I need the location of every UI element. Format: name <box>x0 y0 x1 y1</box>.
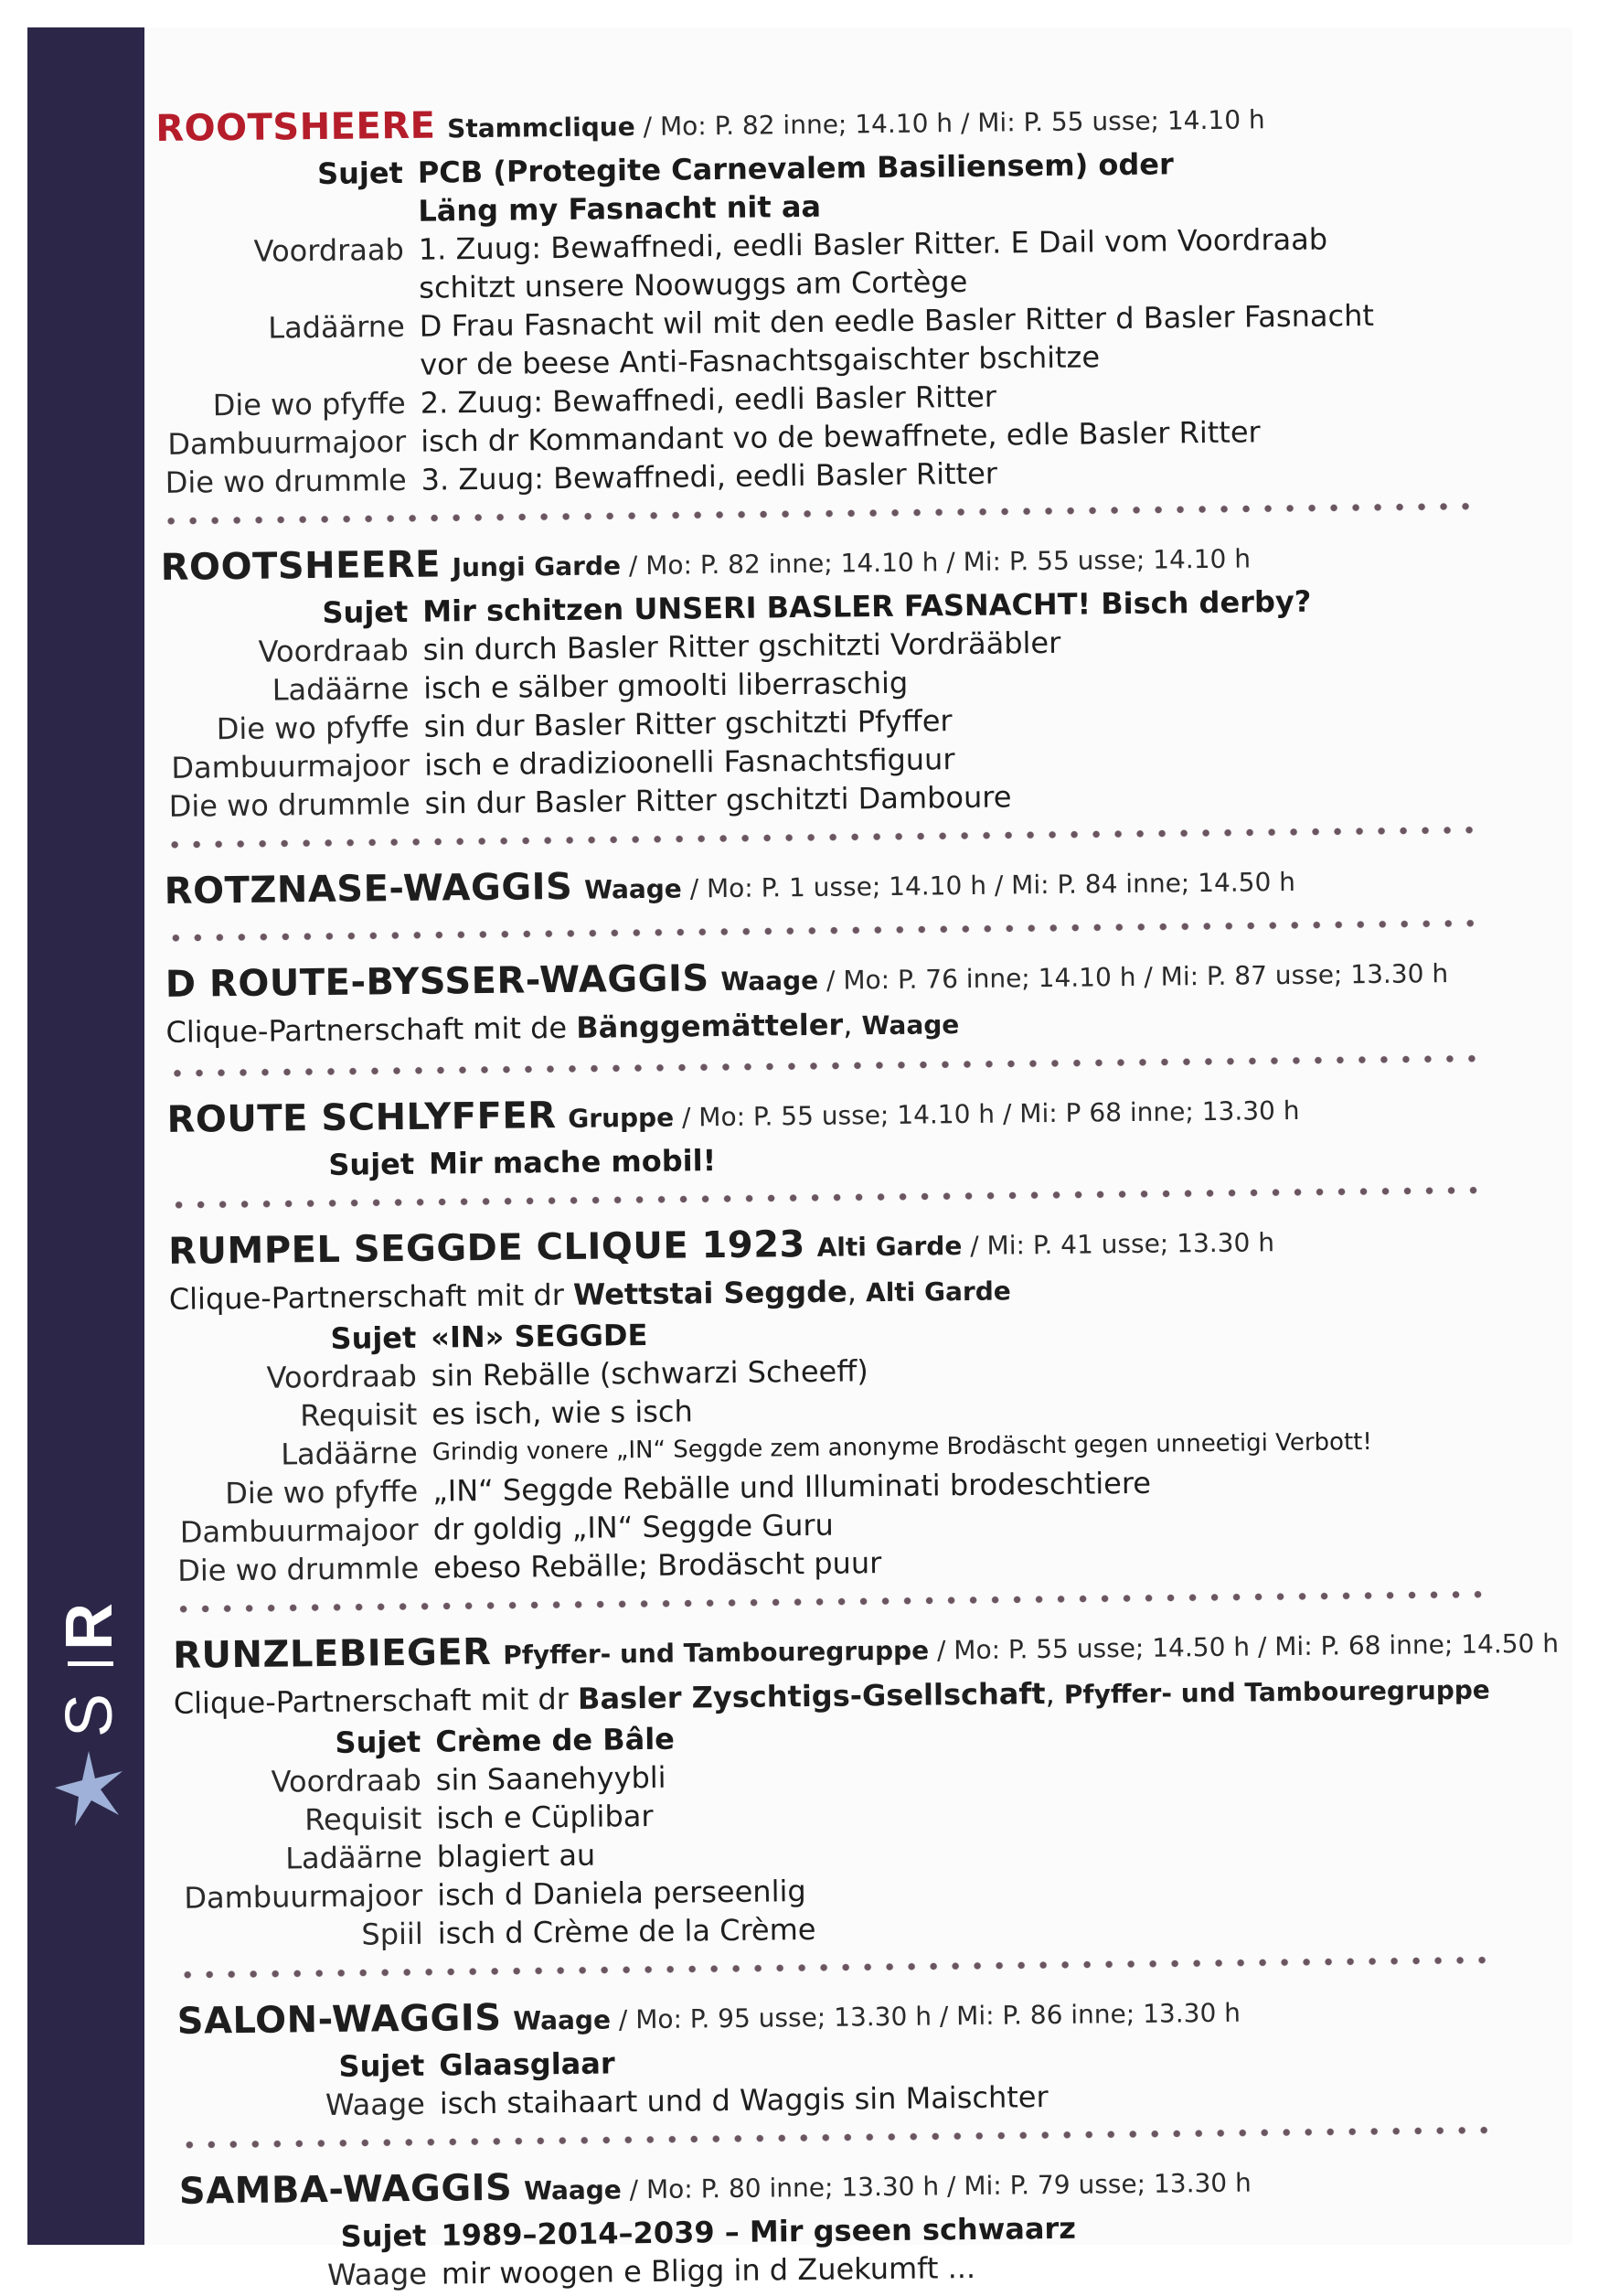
detail-value: isch e dradizioonelli Fasnachtsfiguur <box>423 742 955 783</box>
detail-label: Voordraab <box>266 1358 418 1395</box>
detail-label: Dambuurmajoor <box>179 1511 419 1550</box>
clique-name: ROOTSHEERE <box>155 104 436 150</box>
sidebar-letters-logo <box>48 1541 130 1842</box>
detail-label <box>158 346 420 387</box>
partner-name: Bänggemätteler <box>576 1007 844 1045</box>
clique-schedule: / Mo: P. 80 inne; 13.30 h / Mi: P. 79 usse; 13.30 h <box>621 2167 1252 2205</box>
detail-value: isch d Daniela perseenlig <box>437 1874 806 1913</box>
clique-name: SALON-WAGGIS <box>176 1996 502 2043</box>
partnership-prefix: Clique-Partnerschaft mit dr <box>173 1681 579 1721</box>
detail-label: Waage <box>326 2256 428 2293</box>
svg-text:R: R <box>53 1603 126 1650</box>
detail-label: Ladäärne <box>285 1839 422 1876</box>
detail-label: Die wo drummle <box>168 785 410 824</box>
clique-type: Jungi Garde <box>452 550 622 583</box>
detail-label: Ladäärne <box>272 670 410 708</box>
clique-entry <box>160 529 1488 826</box>
clique-name: ROOTSHEERE <box>160 543 442 589</box>
clique-name: RUMPEL SEGGDE CLIQUE 1923 <box>167 1223 806 1273</box>
dotted-divider <box>176 1954 1493 1981</box>
dotted-divider <box>160 500 1476 528</box>
detail-label: Ladäärne <box>268 308 405 346</box>
clique-type: Waage <box>513 2004 612 2036</box>
detail-value: sin durch Basler Ritter gschitzti Vordrääbler <box>422 625 1061 667</box>
dotted-divider <box>165 917 1481 945</box>
clique-type: Waage <box>583 873 682 905</box>
detail-label: Die wo drummle <box>165 462 407 500</box>
clique-entry <box>176 1982 1503 2125</box>
detail-label: Dambuurmajoor <box>184 1877 423 1916</box>
detail-value: sin dur Basler Ritter gschitzti Damboure <box>424 779 1012 821</box>
detail-value: 1989–2014–2039 – Mir gseen schwaarz <box>441 2210 1077 2253</box>
partnership-line: Clique-Partnerschaft mit dr Wettstai Seggde, Alti Garde <box>168 1274 1011 1317</box>
detail-label: Dambuurmajoor <box>167 423 407 462</box>
detail-label: Die wo pfyffe <box>225 1473 419 1511</box>
detail-value: Läng my Fasnacht nit aa <box>418 188 822 229</box>
detail-value: schitzt unsere Noowuggs am Cortège <box>419 263 968 305</box>
detail-label: Sujet <box>328 1146 415 1182</box>
dotted-divider <box>168 1184 1485 1212</box>
partnership-prefix: Clique-Partnerschaft mit de <box>165 1009 577 1050</box>
clique-schedule: / Mo: P. 55 usse; 14.10 h / Mi: P 68 inne; 13.30 h <box>673 1095 1300 1133</box>
clique-type: Stammclique <box>447 112 635 144</box>
detail-value: dr goldig „IN“ Seggde Guru <box>432 1507 835 1547</box>
clique-heading <box>164 852 1490 918</box>
detail-value: 3. Zuug: Bewaffnedi, eedli Basler Ritter <box>421 455 998 497</box>
clique-entry <box>172 1617 1560 1955</box>
clique-schedule: / Mo: P. 95 usse; 13.30 h / Mi: P. 86 inne; 13.30 h <box>610 1997 1241 2035</box>
detail-value: isch e Cüplibar <box>436 1798 654 1836</box>
detail-label: Sujet <box>330 1319 417 1356</box>
detail-label <box>157 269 419 310</box>
clique-name: RUNZLEBIEGER <box>172 1630 492 1677</box>
detail-label: Requisit <box>304 1800 422 1838</box>
dotted-divider <box>164 824 1480 851</box>
detail-label: Sujet <box>316 155 404 191</box>
detail-value: Mir schitzen UNSERI BASLER FASNACHT! Bisch derby? <box>422 583 1312 629</box>
detail-label: Ladäärne <box>281 1435 418 1472</box>
clique-schedule: / Mo: P. 82 inne; 14.10 h / Mi: P. 55 usse; 14.10 h <box>620 543 1252 582</box>
clique-entry <box>166 1081 1493 1185</box>
clique-schedule: / Mo: P. 76 inne; 14.10 h / Mi: P. 87 usse; 13.30 h <box>817 958 1449 996</box>
detail-value: es isch, wie s isch <box>431 1394 693 1432</box>
detail-label: Die wo pfyffe <box>212 385 406 423</box>
clique-entry <box>179 2152 1506 2295</box>
detail-label: Die wo drummle <box>176 1550 420 1588</box>
partner-type: Waage <box>861 1009 960 1041</box>
detail-value: Crème de Bâle <box>435 1721 676 1759</box>
clique-name: ROTZNASE-WAGGIS <box>164 865 573 913</box>
detail-value: ebeso Rebälle; Brodäscht puur <box>432 1545 882 1586</box>
clique-schedule: / Mo: P. 1 usse; 14.10 h / Mi: P. 84 inne; 14.50 h <box>681 866 1296 904</box>
detail-label: Spiil <box>361 1916 423 1952</box>
detail-label <box>156 192 418 233</box>
clique-type: Gruppe <box>568 1102 675 1134</box>
detail-label: Die wo pfyffe <box>216 709 410 747</box>
detail-label: Requisit <box>299 1396 418 1434</box>
detail-value: Glaasglaar <box>439 2045 615 2083</box>
detail-label: Voordraab <box>271 1762 422 1799</box>
detail-label: Sujet <box>338 2047 425 2084</box>
detail-label: Voordraab <box>258 632 409 669</box>
partnership-line: Clique-Partnerschaft mit dr Basler Zyschtigs-Gsellschaft, Pfyffer- und Tambouregruppe <box>173 1674 1490 1721</box>
detail-value: sin Rebälle (schwarzi Scheeff) <box>431 1353 868 1394</box>
partner-name: Wettstai Seggde <box>572 1274 847 1312</box>
detail-value: sin Saanehyybli <box>435 1759 666 1798</box>
detail-value: sin dur Basler Ritter gschitzti Pfyffer <box>423 703 953 744</box>
svg-text:S: S <box>53 1693 126 1737</box>
dotted-divider <box>173 1588 1489 1616</box>
detail-value: isch staihaart und d Waggis sin Maischter <box>439 2079 1049 2121</box>
clique-list <box>155 91 1560 2296</box>
detail-label: Dambuurmajoor <box>171 747 410 785</box>
dotted-divider <box>178 2124 1495 2152</box>
clique-entry <box>168 1212 1497 1589</box>
detail-value: „IN“ Seggde Rebälle und Illuminati brodeschtiere <box>431 1465 1152 1509</box>
partner-type: Pfyffer- und Tambouregruppe <box>1063 1674 1490 1710</box>
detail-value: vor de beese Anti-Fasnachtsgaischter bschitze <box>420 339 1101 382</box>
detail-value: blagiert au <box>436 1837 596 1874</box>
partnership-prefix: Clique-Partnerschaft mit dr <box>168 1276 574 1317</box>
detail-value: isch d Crème de la Crème <box>437 1911 816 1951</box>
detail-label: Waage <box>325 2086 426 2123</box>
detail-label: Sujet <box>340 2217 427 2254</box>
clique-entry <box>164 852 1490 918</box>
detail-value: Mir mache mobil! <box>428 1143 717 1181</box>
clique-entry <box>165 945 1492 1053</box>
clique-type: Waage <box>720 965 819 998</box>
clique-name: SAMBA-WAGGIS <box>178 2166 513 2213</box>
partner-type: Alti Garde <box>865 1276 1011 1308</box>
sidebar-band <box>27 27 144 2245</box>
detail-label: Sujet <box>322 593 409 630</box>
partner-name: Basler Zyschtigs-Gsellschaft <box>577 1676 1046 1716</box>
clique-type: Alti Garde <box>816 1231 963 1263</box>
detail-label: Voordraab <box>253 231 405 269</box>
detail-value: isch e sälber gmoolti liberraschig <box>423 665 909 706</box>
clique-name: D ROUTE-BYSSER-WAGGIS <box>165 957 709 1006</box>
detail-value: 2. Zuug: Bewaffnedi, eedli Basler Ritter <box>420 379 997 421</box>
detail-label: Sujet <box>335 1724 421 1760</box>
detail-value: D Frau Fasnacht wil mit den eedle Basler Ritter d Basler Fasnacht <box>419 297 1375 344</box>
clique-entry <box>155 91 1486 502</box>
detail-value: «IN» SEGGDE <box>431 1317 648 1355</box>
clique-schedule: / Mo: P. 82 inne; 14.10 h / Mi: P. 55 usse; 14.10 h <box>634 104 1265 143</box>
detail-value: 1. Zuug: Bewaffnedi, eedli Basler Ritter. E Dail vom Voordraab <box>418 221 1328 267</box>
dotted-divider <box>166 1052 1483 1080</box>
clique-schedule: / Mo: P. 55 usse; 14.50 h / Mi: P. 68 inne; 14.50 h <box>928 1628 1560 1666</box>
detail-value: PCB (Protegite Carnevalem Basiliensem) oder <box>417 146 1174 190</box>
detail-value: Grindig vonere „IN“ Seggde zem anonyme Brodäscht gegen unneetigi Verbott! <box>431 1427 1372 1467</box>
detail-value: isch dr Kommandant vo de bewaffnete, edle Basler Ritter <box>420 414 1261 459</box>
detail-value: mir woogen e Bligg in d Zuekumft ... <box>441 2249 976 2291</box>
clique-name: ROUTE SCHLYFFER <box>166 1095 557 1141</box>
clique-type: Waage <box>523 2174 622 2206</box>
partnership-line: Clique-Partnerschaft mit de Bänggemätteler, Waage <box>165 1007 960 1050</box>
clique-schedule: / Mi: P. 41 usse; 13.30 h <box>962 1227 1275 1262</box>
clique-type: Pfyffer- und Tambouregruppe <box>503 1635 930 1671</box>
